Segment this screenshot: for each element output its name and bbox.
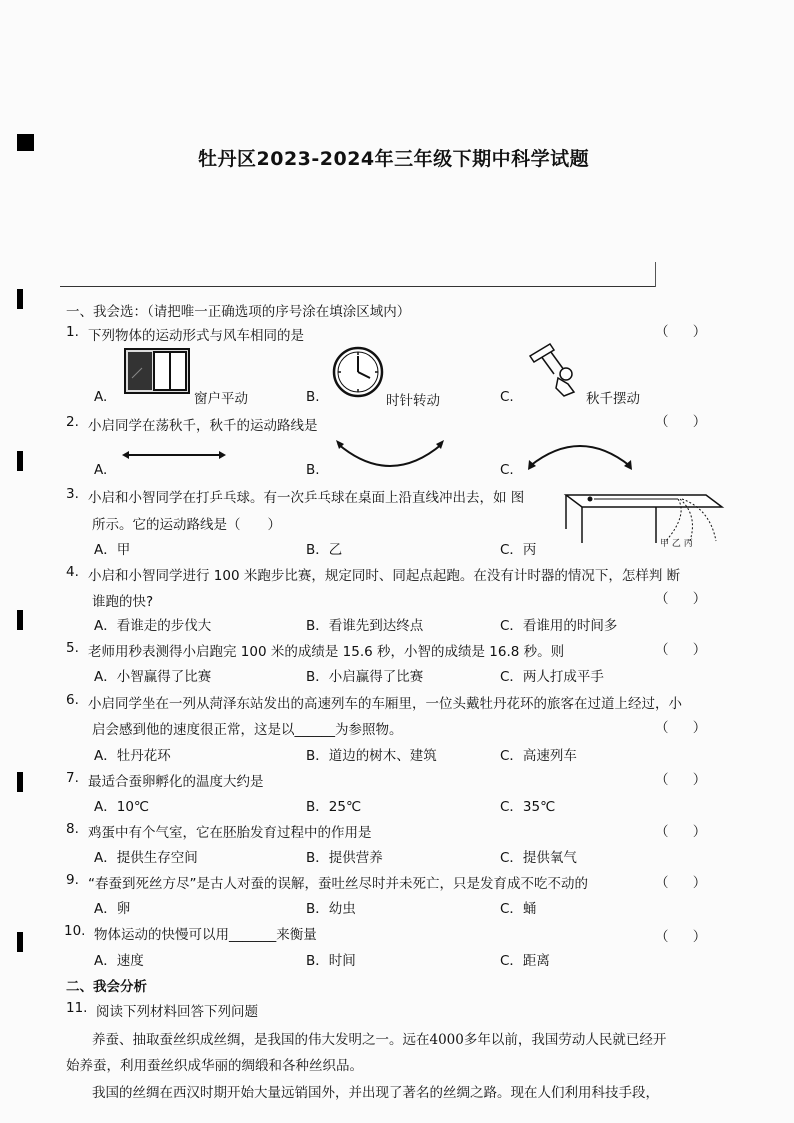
option-b: B．乙 [306, 542, 343, 558]
question-number: 10. [64, 923, 86, 939]
answer-blank[interactable]: （ ） [655, 824, 717, 840]
reading-paragraph: 我国的丝绸在西汉时期开始大量远销国外，并出现了著名的丝绸之路。现在人们利用科技手段， [92, 1085, 659, 1101]
option-a: A．10℃ [94, 799, 150, 815]
reading-paragraph: 养蚕、抽取蚕丝织成丝绸，是我国的伟大发明之一。远在4000多年以前，我国劳动人民就已经开 [92, 1032, 667, 1048]
question-text: 下列物体的运动形式与风车相同的是 [88, 328, 304, 344]
reading-paragraph: 始养蚕，利用蚕丝织成华丽的绸缎和各种丝织品。 [66, 1058, 363, 1074]
circular-path-image [526, 440, 634, 470]
option-b: B．小启赢得了比赛 [306, 669, 424, 685]
answer-blank[interactable]: （ ） [655, 324, 717, 340]
question-number: 9. [66, 872, 79, 888]
answer-blank[interactable]: （ ） [655, 875, 717, 891]
question-number: 11. [66, 1000, 88, 1016]
section-heading: 二、我会分析 [66, 979, 147, 995]
option-c: C．35℃ [500, 799, 556, 815]
clock-image [332, 346, 384, 398]
option-a-label: A. [94, 389, 108, 405]
window-image [124, 348, 190, 394]
registration-mark [17, 289, 23, 309]
option-c-label: C. [500, 389, 514, 405]
question-text: 最适合蚕卵孵化的温度大约是 [88, 774, 264, 790]
answer-blank[interactable]: （ ） [655, 642, 717, 658]
option-b: B．25℃ [306, 799, 362, 815]
option-c: C．高速列车 [500, 748, 577, 764]
option-a: A．看谁走的步伐大 [94, 618, 212, 634]
header-box-line [60, 286, 656, 287]
registration-mark [17, 772, 23, 792]
option-b: B．幼虫 [306, 901, 356, 917]
option-c: C．两人打成平手 [500, 669, 604, 685]
question-text: 小启同学坐在一列从菏泽东站发出的高速列车的车厢里，一位头戴牡丹花环的旅客在过道上经过，小 [88, 696, 682, 712]
section-heading: 一、我会选：（请把唯一正确选项的序号涂在填涂区域内） [66, 304, 411, 320]
option-c: C．蛹 [500, 901, 537, 917]
ping-pong-table-image [558, 485, 728, 551]
answer-blank[interactable]: （ ） [655, 591, 717, 607]
question-number: 6. [66, 692, 79, 708]
option-c: C．丙 [500, 542, 537, 558]
option-a-text: 窗户平动 [194, 391, 248, 407]
option-b: B．提供营养 [306, 850, 383, 866]
registration-mark [17, 932, 23, 952]
question-number: 8. [66, 821, 79, 837]
header-box-line [655, 262, 656, 287]
option-c: C．提供氧气 [500, 850, 577, 866]
question-text: 物体运动的快慢可以用_______来衡量 [94, 927, 317, 943]
option-a: A．提供生存空间 [94, 850, 198, 866]
question-text-line2: 所示。它的运动路线是（ ） [92, 517, 281, 533]
option-b: B．道边的树木、建筑 [306, 748, 437, 764]
question-text: 老师用秒表测得小启跑完 100 米的成绩是 15.6 秒，小智的成绩是 16.8 秒。则 [88, 644, 565, 660]
question-text: 小启同学在荡秋千，秋千的运动路线是 [88, 418, 318, 434]
straight-path-image [122, 450, 226, 460]
option-a: A．牡丹花环 [94, 748, 171, 764]
question-text-line2: 启会感到他的速度很正常，这是以______为参照物。 [92, 722, 403, 738]
option-a-label: A. [94, 462, 108, 478]
option-a: A．卵 [94, 901, 131, 917]
figure-label: 甲 乙 丙 [660, 539, 693, 549]
answer-blank[interactable]: （ ） [655, 772, 717, 788]
option-b-text: 时针转动 [386, 393, 440, 409]
question-number: 5. [66, 640, 79, 656]
option-a: A．小智赢得了比赛 [94, 669, 212, 685]
answer-blank[interactable]: （ ） [655, 414, 717, 430]
registration-mark [17, 134, 34, 151]
question-number: 4. [66, 564, 79, 580]
option-c-text: 秋千摆动 [586, 391, 640, 407]
question-text: 鸡蛋中有个气室，它在胚胎发育过程中的作用是 [88, 825, 372, 841]
question-text-line2: 谁跑的快? [92, 594, 154, 610]
option-c: C．距离 [500, 953, 550, 969]
option-b-label: B. [306, 462, 320, 478]
question-number: 3. [66, 486, 79, 502]
question-text: 小启和小智同学在打乒乓球。有一次乒乓球在桌面上沿直线冲出去，如 图 [88, 490, 525, 506]
registration-mark [17, 451, 23, 471]
question-number: 1. [66, 324, 79, 340]
answer-blank[interactable]: （ ） [655, 720, 717, 736]
question-number: 2. [66, 414, 79, 430]
option-c: C．看谁用的时间多 [500, 618, 618, 634]
option-a: A．甲 [94, 542, 131, 558]
option-b: B．时间 [306, 953, 356, 969]
question-text: “春蚕到死丝方尽”是古人对蚕的误解，蚕吐丝尽时并未死亡，只是发育成不吃不动的 [88, 876, 588, 892]
swing-image [528, 344, 584, 400]
option-b: B．看谁先到达终点 [306, 618, 424, 634]
answer-blank[interactable]: （ ） [655, 929, 717, 945]
page-title: 牡丹区2023-2024年三年级下期中科学试题 [198, 148, 590, 170]
option-a: A．速度 [94, 953, 144, 969]
question-text: 小启和小智同学进行 100 米跑步比赛，规定同时、同起点起跑。在没有计时器的情况下，怎样判 断 [88, 568, 681, 584]
arc-path-image [334, 438, 446, 470]
registration-mark [17, 610, 23, 630]
option-b-label: B. [306, 389, 320, 405]
question-text: 阅读下列材料回答下列问题 [96, 1004, 258, 1020]
option-c-label: C. [500, 462, 514, 478]
question-number: 7. [66, 770, 79, 786]
